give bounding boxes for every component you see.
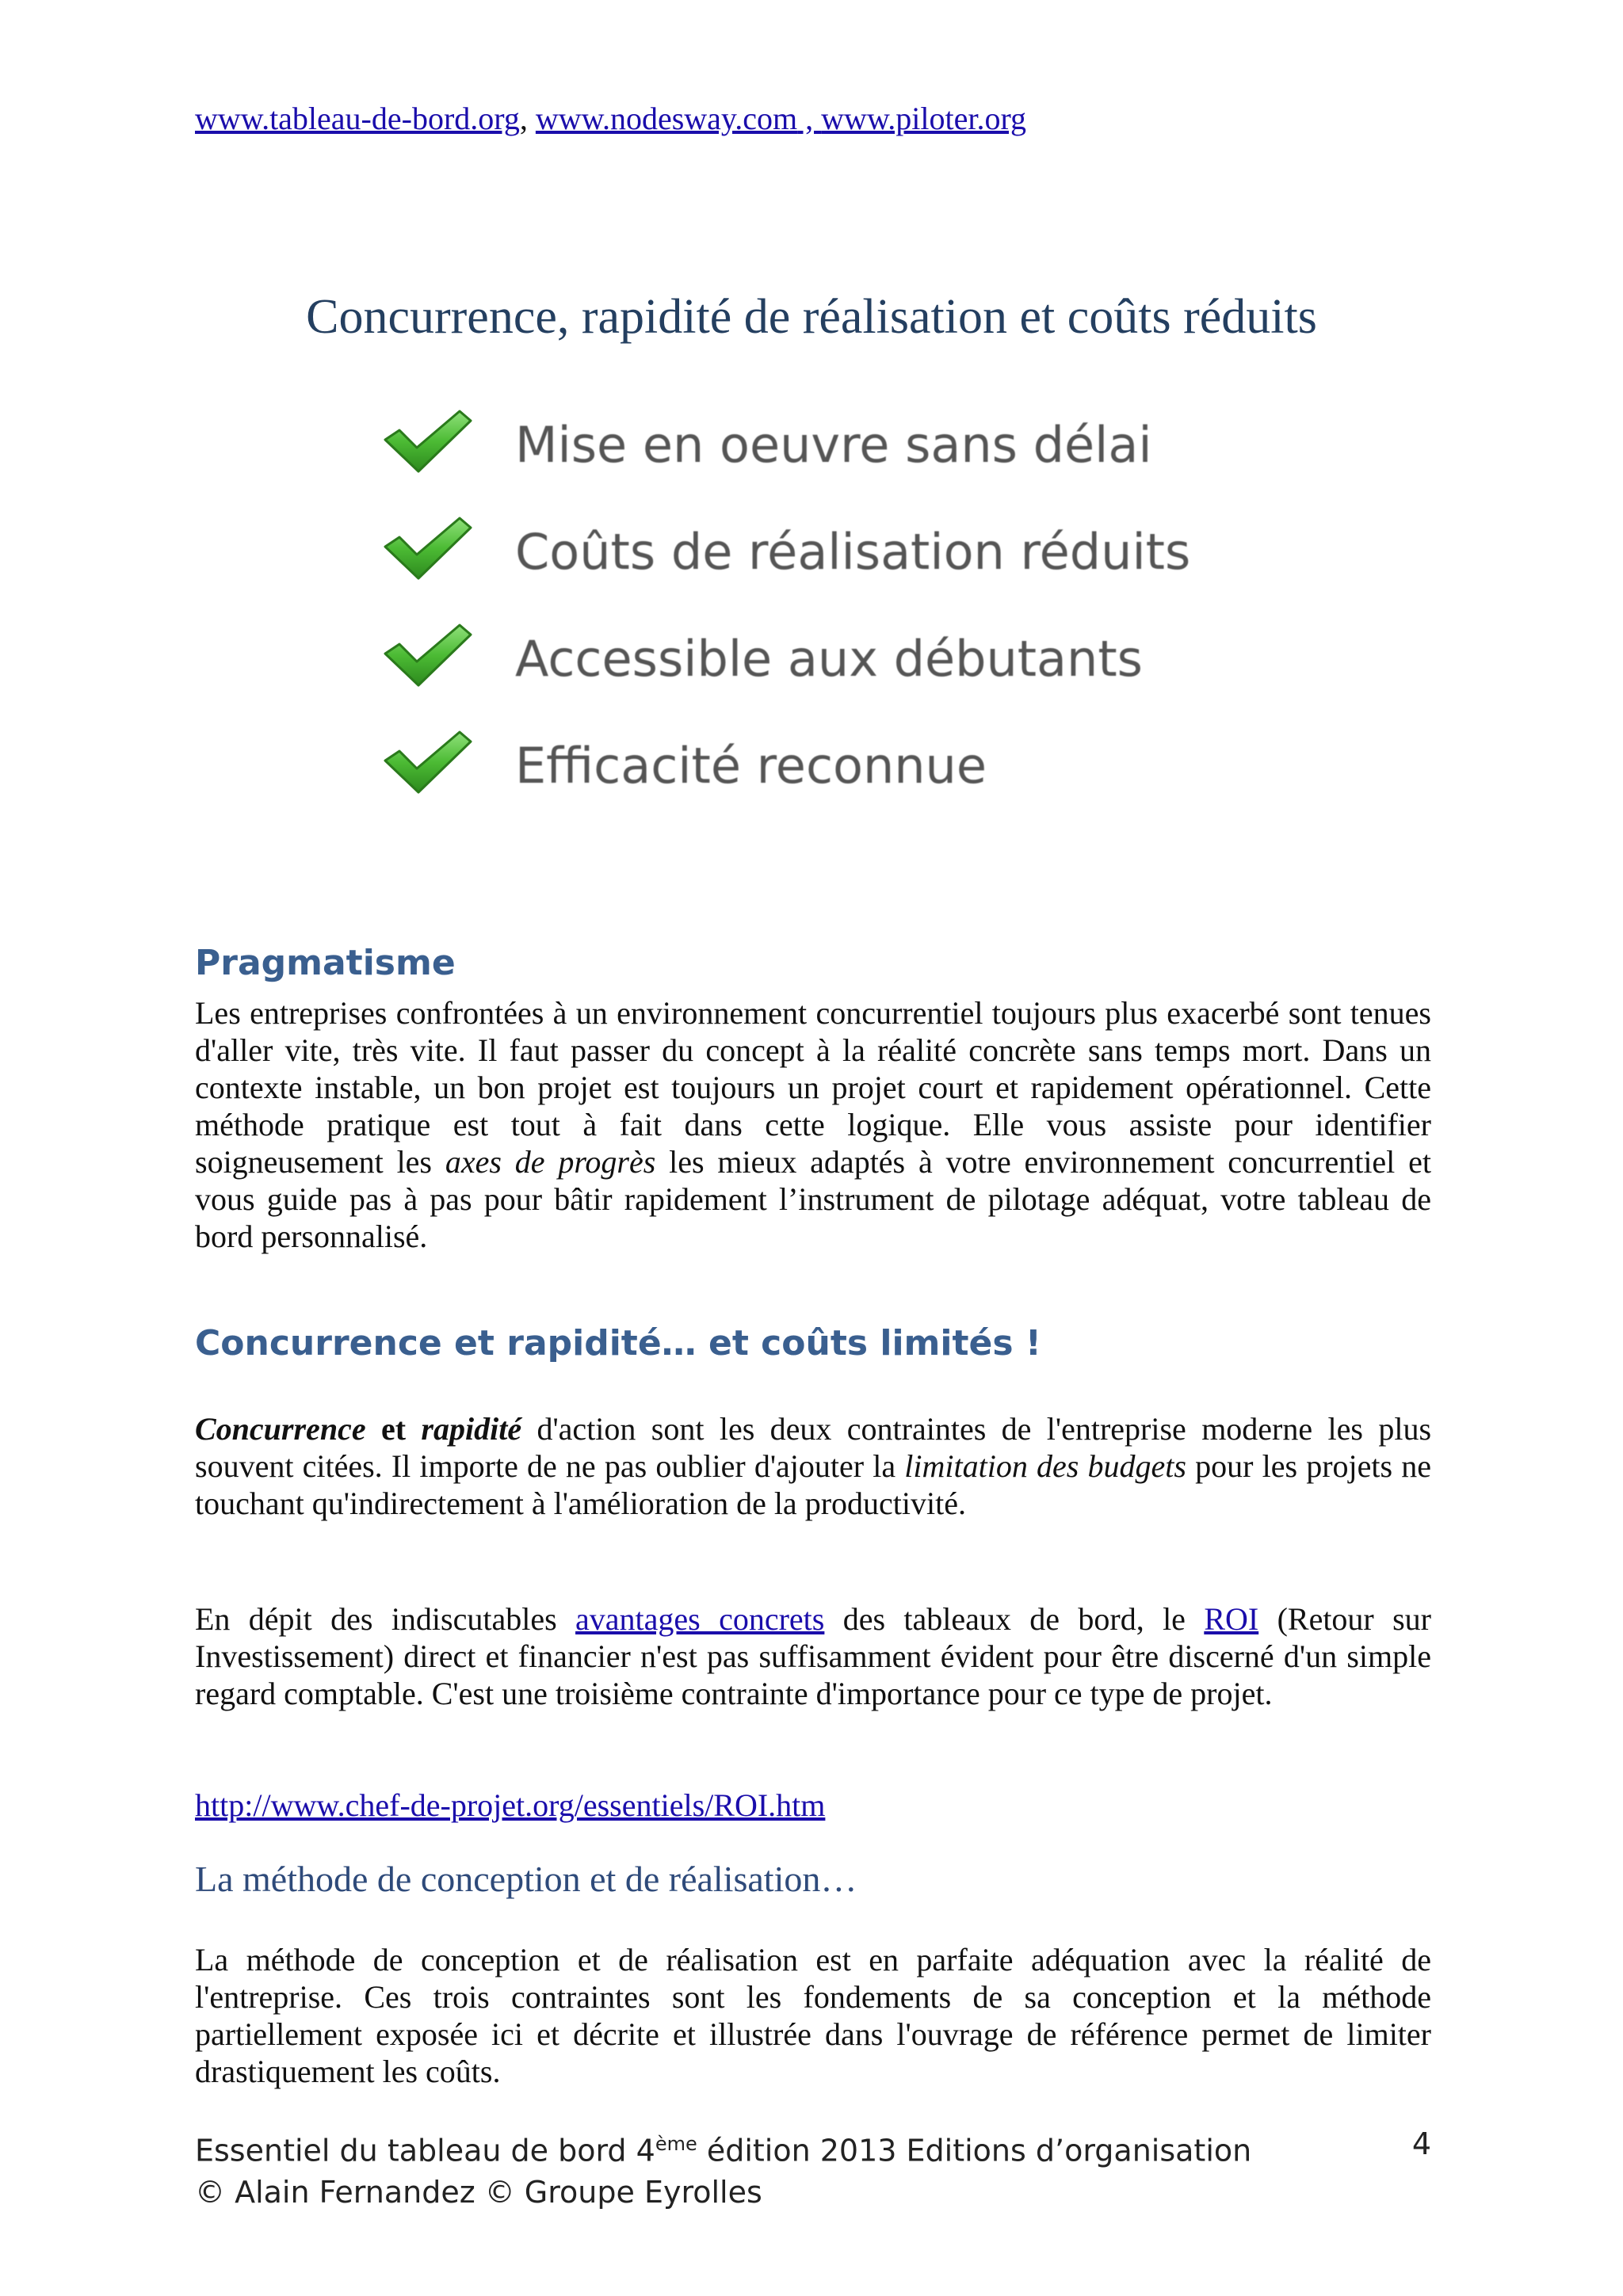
checklist-label: Coûts de réalisation réduits [515, 523, 1191, 581]
paragraph-pragmatisme: Les entreprises confrontées à un environnement concurrentiel toujours plus exacerbé sont tenues d'aller vite, très vite. Il faut passer du concept à la réalité concrète sans temps mort. Dans un contexte instable, un bon projet est toujours un projet court et rapidement opérationnel. Cette méthode pratique est tout à fait dans cette logique. Elle vous assiste pour identifier soigneusement les axes de progrès les mieux adaptés à votre environnement concurrentiel et vous guide pas à pas pour bâtir rapidement l’instrument de pilotage adéquat, votre tableau de bord personnalisé. [195, 995, 1431, 1254]
checklist-item [380, 614, 1331, 721]
page-title: Concurrence, rapidité de réalisation et coûts réduits [306, 290, 1317, 344]
check-icon [380, 406, 475, 478]
section-heading-methode: La méthode de conception et de réalisation… [195, 1859, 857, 1899]
footer-copyright: © Alain Fernandez © Groupe Eyrolles [195, 2174, 762, 2210]
emphasis-axes: axes de progrès [445, 1144, 656, 1180]
page-footer [195, 2123, 1431, 2213]
checklist-label: Mise en oeuvre sans délai [515, 416, 1152, 474]
checklist-image [380, 400, 1331, 828]
check-icon [380, 620, 475, 692]
paragraph-concurrence: Concurrence et rapidité d'action sont les deux contraintes de l'entreprise moderne les plus souvent citées. Il importe de ne pas oublier d'ajouter la limitation des budgets pour les projets ne touchant qu'indirectement à l'amélioration de la productivité. [195, 1411, 1432, 1521]
header-links: www.tableau-de-bord.org, www.nodesway.com , www.piloter.org [195, 101, 1027, 136]
link-piloter[interactable]: www.piloter.org [821, 101, 1027, 136]
check-icon [380, 727, 475, 799]
paragraph-roi: En dépit des indiscutables avantages concrets des tableaux de bord, le ROI (Retour sur Investissement) direct et financier n'est pas suffisamment évident pour être discerné d'un simple regard comptable. C'est une troisième contrainte d'importance pour ce type de projet. [195, 1601, 1432, 1711]
url-paragraph [195, 1787, 1431, 1824]
checklist-label: Efficacité reconnue [515, 737, 987, 795]
link-tableau-de-bord[interactable]: www.tableau-de-bord.org [195, 101, 520, 136]
checklist-item [380, 721, 1331, 828]
link-roi[interactable]: ROI [1204, 1601, 1259, 1637]
section-heading-pragmatisme: Pragmatisme [195, 943, 456, 983]
checklist-label: Accessible aux débutants [515, 630, 1143, 688]
paragraph-methode: La méthode de conception et de réalisation est en parfaite adéquation avec la réalité de l'entreprise. Ces trois contraintes sont les fondements de sa conception et la méthode partiellement exposée ici et décrite et illustrée dans l'ouvrage de référence permet de limiter drastiquement les coûts. [195, 1942, 1431, 2089]
checklist-item [380, 400, 1331, 507]
page-number: 4 [1411, 2126, 1431, 2161]
link-roi-url[interactable]: http://www.chef-de-projet.org/essentiels/ROI.htm [195, 1787, 826, 1823]
link-avantages-concrets[interactable]: avantages concrets [575, 1601, 825, 1637]
section-heading-concurrence: Concurrence et rapidité… et coûts limités ! [195, 1323, 1041, 1363]
check-icon [380, 513, 475, 585]
link-nodesway[interactable]: www.nodesway.com [535, 101, 798, 136]
checklist-item [380, 507, 1331, 614]
footer-edition: Essentiel du tableau de bord 4ème édition 2013 Editions d’organisation [195, 2133, 1252, 2168]
